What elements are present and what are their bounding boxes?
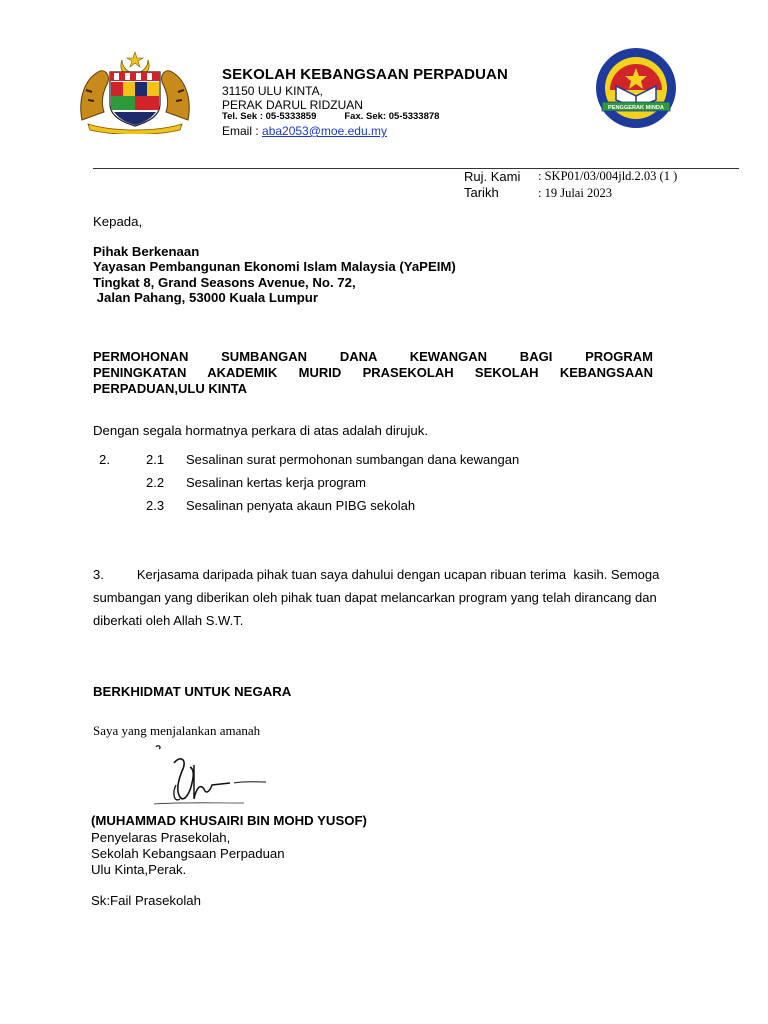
- signature-icon: [150, 745, 270, 807]
- school-tel: Tel. Sek : 05-5333859: [222, 111, 317, 122]
- malaysia-crest-icon: [74, 50, 196, 134]
- signer-title: Penyelaras Prasekolah,: [91, 830, 231, 845]
- para3-line1: Kerjasama daripada pihak tuan saya dahului dengan ucapan ribuan terima kasih. Semoga: [136, 567, 660, 582]
- para3: [93, 563, 713, 632]
- list-item-number: 2.1: [146, 452, 165, 467]
- list-item-number: 2.2: [146, 475, 165, 490]
- school-email: [222, 124, 387, 138]
- signer-name: (MUHAMMAD KHUSAIRI BIN MOHD YUSOF): [91, 813, 367, 828]
- signer-organisation: Sekolah Kebangsaan Perpaduan: [91, 846, 285, 861]
- ref-value: : SKP01/03/004jld.2.03 (1 ): [538, 169, 678, 183]
- para2-number: 2.: [99, 452, 110, 467]
- school-name: SEKOLAH KEBANGSAAN PERPADUAN: [222, 66, 508, 83]
- email-label: Email :: [222, 124, 263, 138]
- list-item-text: Sesalinan kertas kerja program: [186, 475, 366, 490]
- para3-number: 3.: [93, 567, 104, 582]
- para3-line3: diberkati oleh Allah S.W.T.: [93, 613, 244, 628]
- ref-label: Ruj. Kami: [464, 169, 521, 184]
- school-contact-numbers: [222, 111, 439, 122]
- list-item-number: 2.3: [146, 498, 165, 513]
- date-value: : 19 Julai 2023: [538, 186, 612, 200]
- para3-line2: sumbangan yang diberikan oleh pihak tuan dapat melancarkan program yang telah dirancang dan: [93, 590, 657, 605]
- date-label: Tarikh: [464, 185, 499, 200]
- recipient-line1: Pihak Berkenaan: [93, 244, 200, 259]
- school-fax: Fax. Sek: 05-5333878: [344, 111, 440, 122]
- school-logo-icon: [594, 46, 678, 130]
- recipient-line3: Tingkat 8, Grand Seasons Avenue, No. 72,: [93, 275, 356, 290]
- recipient-line2: Yayasan Pembangunan Ekonomi Islam Malaysia (YaPEIM): [93, 259, 456, 274]
- recipient-line4: Jalan Pahang, 53000 Kuala Lumpur: [93, 290, 318, 305]
- school-address-line1: 31150 ULU KINTA,: [222, 84, 323, 98]
- school-address-line2: PERAK DARUL RIDZUAN: [222, 98, 363, 112]
- closing-motto: BERKHIDMAT UNTUK NEGARA: [93, 684, 292, 699]
- cc-line: Sk:Fail Prasekolah: [91, 893, 201, 908]
- intro-paragraph: Dengan segala hormatnya perkara di atas adalah dirujuk.: [93, 423, 429, 438]
- list-item-text: Sesalinan surat permohonan sumbangan dana kewangan: [186, 452, 520, 467]
- email-link[interactable]: aba2053@moe.edu.my: [262, 124, 387, 138]
- logo-banner-text: PENGGERAK MINDA: [608, 105, 664, 111]
- subject-line1: PERMOHONAN SUMBANGAN DANA KEWANGAN BAGI PROGRAM: [93, 349, 653, 364]
- salutation: Kepada,: [93, 214, 143, 229]
- list-item-text: Sesalinan penyata akaun PIBG sekolah: [186, 498, 416, 513]
- subject-heading: [93, 349, 653, 397]
- closing-trust-line: Saya yang menjalankan amanah: [93, 723, 261, 738]
- subject-line2: PENINGKATAN AKADEMIK MURID PRASEKOLAH SEKOLAH KEBANGSAAN: [93, 365, 653, 380]
- subject-line3: PERPADUAN,ULU KINTA: [93, 381, 248, 396]
- signer-place: Ulu Kinta,Perak.: [91, 862, 187, 877]
